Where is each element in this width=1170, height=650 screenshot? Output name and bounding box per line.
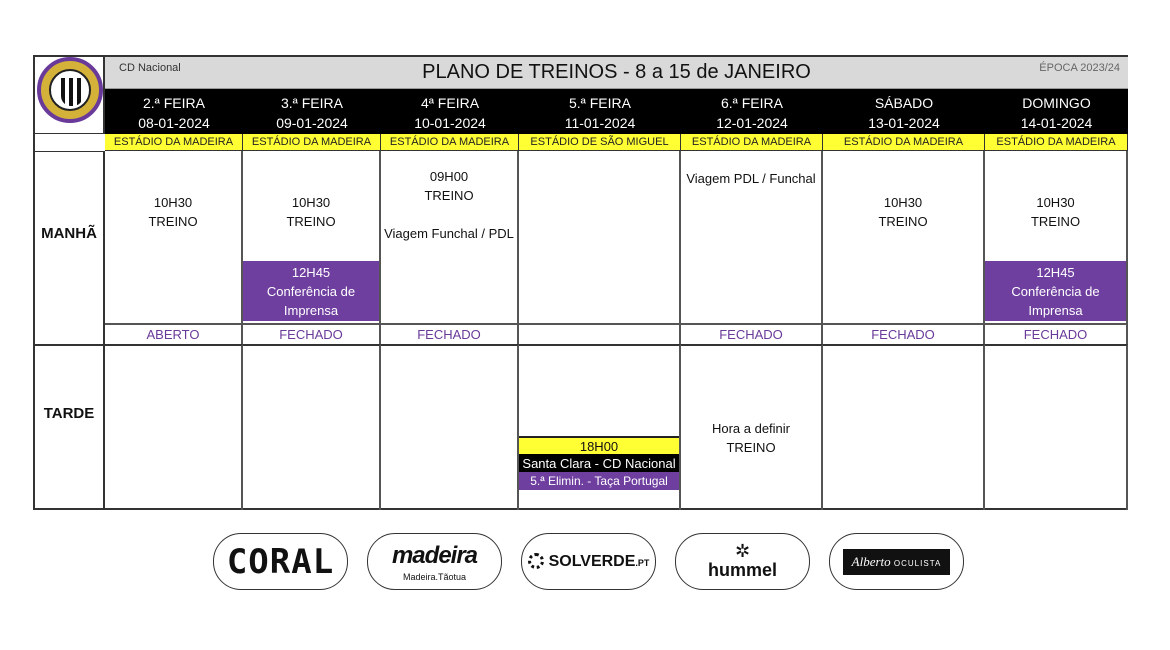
training-plan-sheet bbox=[33, 55, 1128, 510]
day-date: 14-01-2024 bbox=[1020, 115, 1093, 131]
press-text: Conferência de bbox=[266, 283, 356, 299]
period-label-afternoon bbox=[35, 344, 105, 510]
title-bar bbox=[105, 57, 1128, 89]
page-title: PLANO DE TREINOS - 8 a 15 de JANEIRO bbox=[422, 61, 811, 83]
day-header bbox=[243, 89, 381, 134]
afternoon-cell bbox=[985, 344, 1128, 510]
madeira-tagline: Madeira.Tãotua bbox=[402, 571, 467, 582]
afternoon-text: Hora a definir bbox=[711, 421, 791, 436]
day-date: 08-01-2024 bbox=[138, 115, 210, 131]
season-label: ÉPOCA 2023/24 bbox=[1039, 62, 1120, 74]
day-name: 5.ª FEIRA bbox=[569, 95, 631, 111]
day-date: 09-01-2024 bbox=[276, 115, 348, 131]
venue-label: ESTÁDIO DA MADEIRA bbox=[681, 134, 823, 151]
morning-text: TREINO bbox=[1030, 214, 1081, 229]
club-name: CD Nacional bbox=[119, 62, 181, 74]
morning-cell bbox=[105, 151, 243, 323]
day-date: 13-01-2024 bbox=[868, 115, 940, 131]
morning-cell bbox=[681, 151, 823, 323]
morning-cell bbox=[519, 151, 681, 323]
afternoon-cell bbox=[681, 344, 823, 510]
day-name: SÁBADO bbox=[874, 95, 934, 111]
period-label-morning bbox=[35, 151, 105, 344]
hummel-logo: hummel bbox=[707, 560, 777, 580]
sponsor-madeira bbox=[367, 533, 502, 590]
morning-text: TREINO bbox=[878, 214, 928, 229]
morning-cell bbox=[243, 151, 381, 323]
solverde-name: SOLVERDE bbox=[548, 552, 636, 570]
venue-label: ESTÁDIO DA MADEIRA bbox=[381, 134, 519, 151]
hummel-bee-icon: ✲ bbox=[734, 541, 751, 561]
access-status: FECHADO bbox=[985, 323, 1128, 344]
access-status: FECHADO bbox=[243, 323, 381, 344]
day-date: 12-01-2024 bbox=[716, 115, 788, 131]
sponsor-alberto bbox=[829, 533, 964, 590]
afternoon-text: TREINO bbox=[726, 440, 776, 455]
morning-text: 10H30 bbox=[883, 195, 923, 210]
afternoon-cell bbox=[823, 344, 985, 510]
day-date: 11-01-2024 bbox=[564, 115, 636, 131]
alberto-suffix: OCULISTA bbox=[893, 558, 942, 568]
afternoon-cell bbox=[243, 344, 381, 510]
alberto-logo bbox=[843, 549, 951, 575]
day-header bbox=[519, 89, 681, 134]
venue-label: ESTÁDIO DA MADEIRA bbox=[243, 134, 381, 151]
press-conference bbox=[985, 261, 1126, 321]
morning-text: 10H30 bbox=[153, 195, 193, 210]
day-name: DOMINGO bbox=[1022, 95, 1091, 111]
madeira-logo: madeira bbox=[391, 541, 478, 569]
morning-cell bbox=[823, 151, 985, 323]
venue-label: ESTÁDIO DE SÃO MIGUEL bbox=[519, 134, 681, 151]
morning-text: Viagem Funchal / PDL bbox=[384, 226, 514, 241]
access-status: FECHADO bbox=[381, 323, 519, 344]
day-header bbox=[105, 89, 243, 134]
day-name: 6.ª FEIRA bbox=[721, 95, 783, 111]
day-name: 4ª FEIRA bbox=[420, 95, 480, 111]
solverde-suffix: .PT bbox=[635, 557, 650, 568]
solverde-sun-icon bbox=[528, 553, 544, 569]
press-text: 12H45 bbox=[1036, 264, 1075, 280]
morning-text: TREINO bbox=[148, 214, 198, 229]
match-teams: Santa Clara - CD Nacional bbox=[519, 454, 679, 472]
day-header bbox=[381, 89, 519, 134]
morning-text: TREINO bbox=[424, 188, 474, 203]
afternoon-cell bbox=[519, 344, 681, 510]
sponsor-coral bbox=[213, 533, 348, 590]
access-status: ABERTO bbox=[105, 323, 243, 344]
day-header bbox=[985, 89, 1128, 134]
press-text: 12H45 bbox=[291, 264, 331, 280]
day-name: 2.ª FEIRA bbox=[143, 95, 205, 111]
day-header bbox=[823, 89, 985, 134]
alberto-name: Alberto bbox=[851, 553, 891, 569]
morning-text: Viagem PDL / Funchal bbox=[686, 171, 816, 186]
sponsor-hummel bbox=[675, 533, 810, 590]
day-date: 10-01-2024 bbox=[414, 115, 486, 131]
match-competition: 5.ª Elimin. - Taça Portugal bbox=[519, 472, 679, 490]
press-text: Imprensa bbox=[283, 302, 339, 318]
morning-cell bbox=[381, 151, 519, 323]
afternoon-cell bbox=[381, 344, 519, 510]
day-header bbox=[681, 89, 823, 134]
venue-label: ESTÁDIO DA MADEIRA bbox=[105, 134, 243, 151]
venue-label: ESTÁDIO DA MADEIRA bbox=[985, 134, 1128, 151]
nacional-crest-icon bbox=[37, 57, 103, 123]
morning-text: 10H30 bbox=[1036, 195, 1075, 210]
logo-box bbox=[35, 57, 105, 134]
afternoon-label: TARDE bbox=[43, 404, 95, 422]
morning-text: TREINO bbox=[286, 214, 336, 229]
morning-text: 10H30 bbox=[291, 195, 331, 210]
press-text: Imprensa bbox=[1028, 302, 1083, 318]
afternoon-cell bbox=[105, 344, 243, 510]
day-name: 3.ª FEIRA bbox=[281, 95, 343, 111]
access-status: FECHADO bbox=[823, 323, 985, 344]
press-text: Conferência de bbox=[1011, 283, 1100, 299]
access-status: FECHADO bbox=[681, 323, 823, 344]
solverde-logo bbox=[528, 553, 650, 571]
access-status bbox=[519, 323, 681, 344]
venue-label: ESTÁDIO DA MADEIRA bbox=[823, 134, 985, 151]
morning-text: 09H00 bbox=[429, 169, 469, 184]
coral-logo: CORAL bbox=[226, 541, 335, 582]
morning-label: MANHÃ bbox=[41, 224, 97, 242]
morning-cell bbox=[985, 151, 1128, 323]
match-time: 18H00 bbox=[519, 436, 679, 454]
sponsor-solverde bbox=[521, 533, 656, 590]
press-conference bbox=[243, 261, 379, 321]
